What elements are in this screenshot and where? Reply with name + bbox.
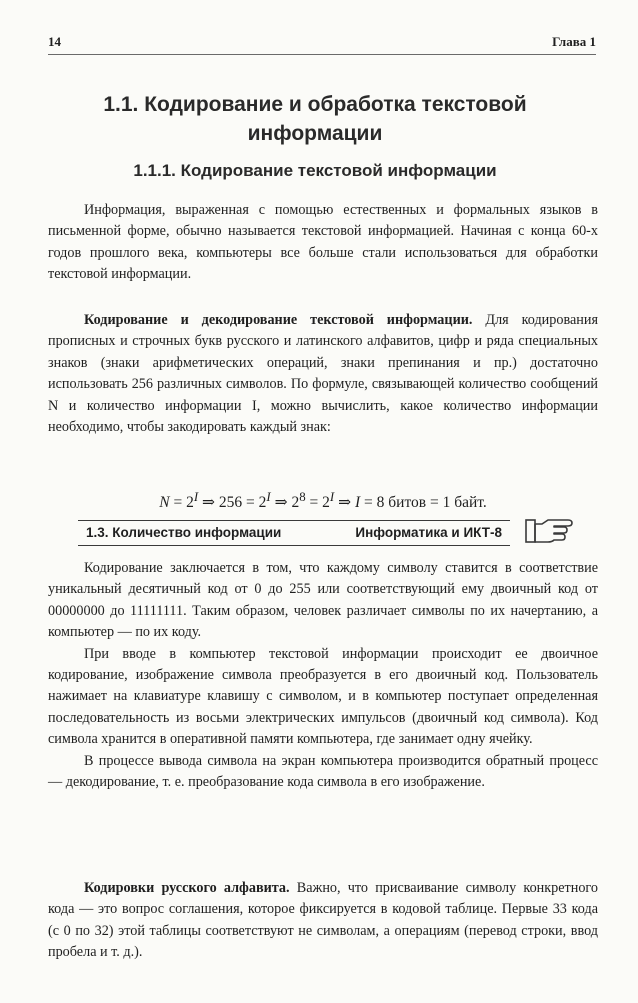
formula-text: $N = 2^I$ ⇒ $256 = 2^I$ ⇒ $2^8 = 2^I$ ⇒ I = 8 битов = 1 байт. (159, 489, 487, 512)
paragraph-encoding-lead: Кодирование и декодирование текстовой информации. (84, 312, 473, 328)
paragraph-output: В процессе вывода символа на экран компьютера производится обратный процесс — декодирование, т. е. преобразование кода символа в его изображение. (48, 752, 598, 791)
paragraph-encoding (48, 310, 598, 438)
paragraph-intro: Информация, выраженная с помощью естественных и формальных языков в письменной форме, обычно называется текстовой информацией. Начиная с конца 60-х годов прошлого века, компьютеры все больше стали использоваться для обработки текстовой информации. (48, 202, 598, 283)
russian-encodings-block (48, 878, 598, 964)
paragraph-code: Кодирование заключается в том, что каждому символу ставится в соответствие уникальный десятичный код от 0 до 255 или соответствующий ему двоичный код от 00000000 до 11111111. Таким образом, человек различает символы по их начертанию, а компьютер — по их коду. (48, 560, 598, 641)
cross-reference-bar[interactable] (78, 520, 510, 546)
intro-block (48, 200, 598, 286)
cross-reference-book[interactable]: Информатика и ИКТ-8 (355, 525, 502, 540)
paragraph-russian-text: Важно, что присваивание символу конкретного кода — это вопрос соглашения, которое фиксируется в кодовой таблице. Первые 33 кода (с 0 по 32) этой таблицы соответствуют не символам, а операциям (перевод строки, ввод пробела и т. д.). (48, 880, 598, 961)
cross-reference-topic[interactable]: 1.3. Количество информации (86, 525, 282, 540)
paragraph-input: При вводе в компьютер текстовой информации происходит ее двоичное кодирование, изображение символа преобразуется в его двоичный код. Пользователь нажимает на клавиатуре клавишу с символом, и в компьютер поступает определенная последовательность из восьми электрических импульсов (двоичный код символа). Код символа хранится в оперативной памяти компьютера, где занимает одну ячейку. (48, 645, 598, 748)
chapter-label: Глава 1 (552, 34, 596, 49)
subsection-title: 1.1.1. Кодирование текстовой информации (133, 161, 497, 180)
page-number: 14 (48, 34, 61, 49)
running-header (48, 32, 596, 55)
paragraph-russian-lead: Кодировки русского алфавита. (84, 880, 290, 896)
paragraph-russian (48, 878, 598, 964)
pointing-hand-icon[interactable] (524, 516, 576, 546)
code-block (48, 558, 598, 793)
encoding-block (48, 310, 598, 438)
paragraph-encoding-text: Для кодирования прописных и строчных букв русского и латинского алфавитов, цифр и ряда специальных знаков (знаки арифметических операций, знаки препинания и пр.) достаточно использовать 256 различных символов. По формуле, связывающей количество сообщений N и количество информации I, можно вычислить, какое количество информации необходимо, чтобы закодировать каждый знак: (48, 312, 598, 436)
section-title: 1.1. Кодирование и обработка текстовой информации (103, 93, 527, 145)
formula (48, 486, 598, 514)
